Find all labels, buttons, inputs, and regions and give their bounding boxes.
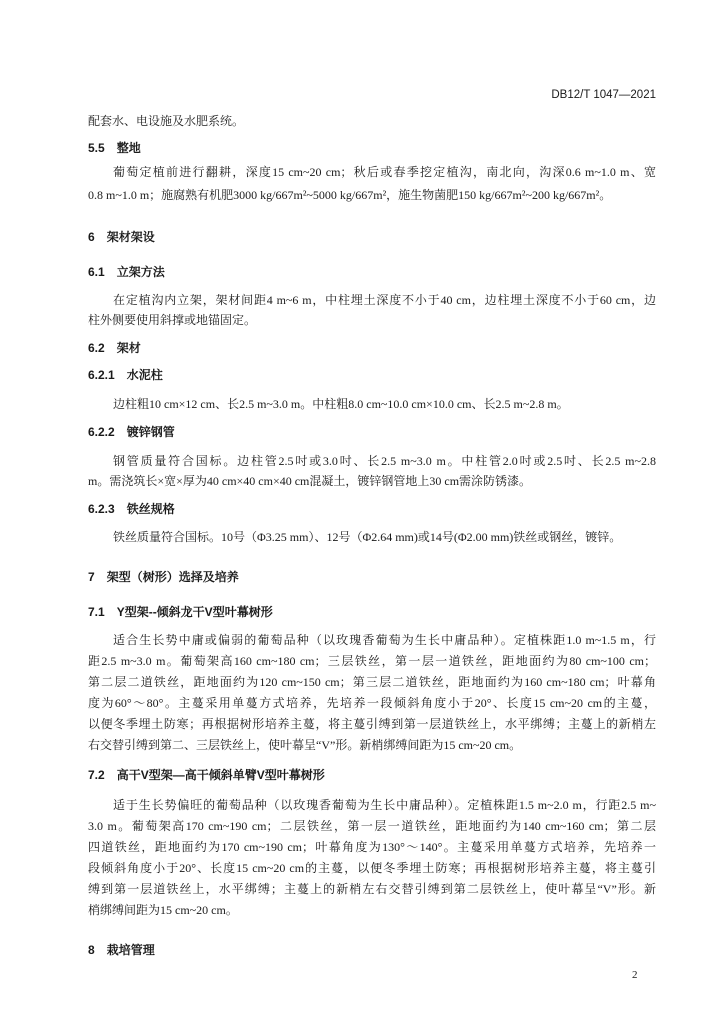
section-number: 6.2 — [88, 341, 105, 355]
paragraph-line: 适于生长势偏旺的葡萄品种（以玫瑰香葡萄为生长中庸品种）。定植株距1.5 m~2.0 m，行距2.5 m~ — [113, 798, 656, 812]
section-heading — [88, 338, 141, 358]
section-number: 6 — [88, 230, 95, 244]
paragraph-line: 段倾斜角度小于20°、长度15 cm~20 cm的主蔓，以便冬季埋土防寒；再根据树形培养主蔓，将主蔓引 — [88, 861, 656, 875]
document-code: DB12/T 1047—2021 — [551, 89, 656, 101]
paragraph-line: 度为60°～80°。主蔓采用单蔓方式培养，先培养一段倾斜角度小于20°、长度15 cm~20 cm的主蔓， — [88, 696, 656, 710]
section-title: 水泥柱 — [126, 368, 163, 382]
section-number: 8 — [88, 943, 95, 957]
section-title: 栽培管理 — [106, 943, 155, 957]
paragraph-line: 3.0 m。葡萄架高170 cm~190 cm；二层铁丝，第一层一道铁丝，距地面约为140 cm~160 cm；第二层 — [88, 819, 656, 833]
section-title: 镀锌钢管 — [126, 425, 175, 439]
section-heading — [88, 602, 273, 622]
paragraph-line: 配套水、电设施及水肥系统。 — [88, 114, 245, 128]
paragraph-line: 在定植沟内立架，架材间距4 m~6 m，中柱埋土深度不小于40 cm，边柱埋土深度不小于60 cm，边 — [113, 293, 656, 307]
paragraph-line: 右交替引缚到第二、三层铁丝上，使叶幕呈“V”形。新梢绑缚间距为15 cm~20 cm。 — [88, 738, 522, 752]
paragraph-line: 柱外侧要使用斜撑或地锚固定。 — [88, 313, 257, 327]
section-number: 6.2.1 — [88, 368, 115, 382]
section-number: 7.2 — [88, 768, 105, 782]
paragraph-line: 边柱粗10 cm×12 cm、长2.5 m~3.0 m。中柱粗8.0 cm~10.0 cm×10.0 cm、长2.5 m~2.8 m。 — [113, 397, 569, 411]
paragraph-line: 钢管质量符合国标。边柱管2.5吋或3.0吋、长2.5 m~3.0 m。中柱管2.0吋或2.5吋、长2.5 m~2.8 — [113, 454, 656, 468]
section-title: 架型（树形）选择及培养 — [106, 570, 239, 584]
section-number: 6.1 — [88, 265, 105, 279]
paragraph-line: 梢绑缚间距为15 cm~20 cm。 — [88, 903, 238, 917]
section-heading — [88, 365, 163, 385]
section-title: 铁丝规格 — [126, 502, 175, 516]
section-heading — [88, 765, 325, 785]
paragraph-line: 适合生长势中庸或偏弱的葡萄品种（以玫瑰香葡萄为生长中庸品种）。定植株距1.0 m~1.5 m，行 — [113, 633, 656, 647]
section-title: 高干V型架—高干倾斜单臂V型叶幕树形 — [116, 768, 325, 782]
section-heading — [88, 227, 155, 247]
section-title: 整地 — [116, 141, 141, 155]
section-heading — [88, 422, 175, 442]
page-number: 2 — [632, 969, 638, 981]
paragraph-line: 葡萄定植前进行翻耕，深度15 cm~20 cm；秋后或春季挖定植沟，南北向，沟深0.6 m~1.0 m、宽 — [113, 165, 656, 179]
section-number: 7 — [88, 570, 95, 584]
paragraph-line: 距2.5 m~3.0 m。葡萄架高160 cm~180 cm；三层铁丝，第一层一道铁丝，距地面约为80 cm~100 cm； — [88, 654, 656, 668]
section-number: 6.2.3 — [88, 502, 115, 516]
paragraph-line: m。需浇筑长×宽×厚为40 cm×40 cm×40 cm混凝土，镀锌钢管地上30 cm需涂防锈漆。 — [88, 474, 532, 488]
paragraph-line: 0.8 m~1.0 m；施腐熟有机肥3000 kg/667m²~5000 kg/667m²，施生物菌肥150 kg/667m²~200 kg/667m²。 — [88, 188, 612, 202]
section-number: 6.2.2 — [88, 425, 115, 439]
section-heading — [88, 567, 239, 587]
section-number: 7.1 — [88, 605, 105, 619]
section-heading — [88, 262, 165, 282]
paragraph-line: 以便冬季埋土防寒；再根据树形培养主蔓，将主蔓引缚到第一层道铁丝上，水平绑缚；主蔓上的新梢左 — [88, 717, 656, 731]
paragraph-line: 缚到第一层道铁丝上，水平绑缚；主蔓上的新梢左右交替引缚到第二层铁丝上，使叶幕呈“V”形。新 — [88, 882, 656, 896]
section-title: 立架方法 — [116, 265, 165, 279]
section-title: 架材 — [116, 341, 141, 355]
section-title: 架材架设 — [106, 230, 155, 244]
paragraph-line: 第二层二道铁丝，距地面约为120 cm~150 cm；第三层二道铁丝，距地面约为160 cm~180 cm；叶幕角 — [88, 675, 656, 689]
paragraph-line: 铁丝质量符合国标。10号（Φ3.25 mm）、12号（Φ2.64 mm)或14号(Φ2.00 mm)铁丝或钢丝，镀锌。 — [113, 530, 622, 544]
section-title: Y型架--倾斜龙干V型叶幕树形 — [116, 605, 273, 619]
section-number: 5.5 — [88, 141, 105, 155]
section-heading — [88, 138, 141, 158]
paragraph-line: 四道铁丝，距地面约为170 cm~190 cm；叶幕角度为130°～140°。主蔓采用单蔓方式培养，先培养一 — [88, 840, 656, 854]
section-heading — [88, 499, 175, 519]
section-heading — [88, 940, 155, 960]
